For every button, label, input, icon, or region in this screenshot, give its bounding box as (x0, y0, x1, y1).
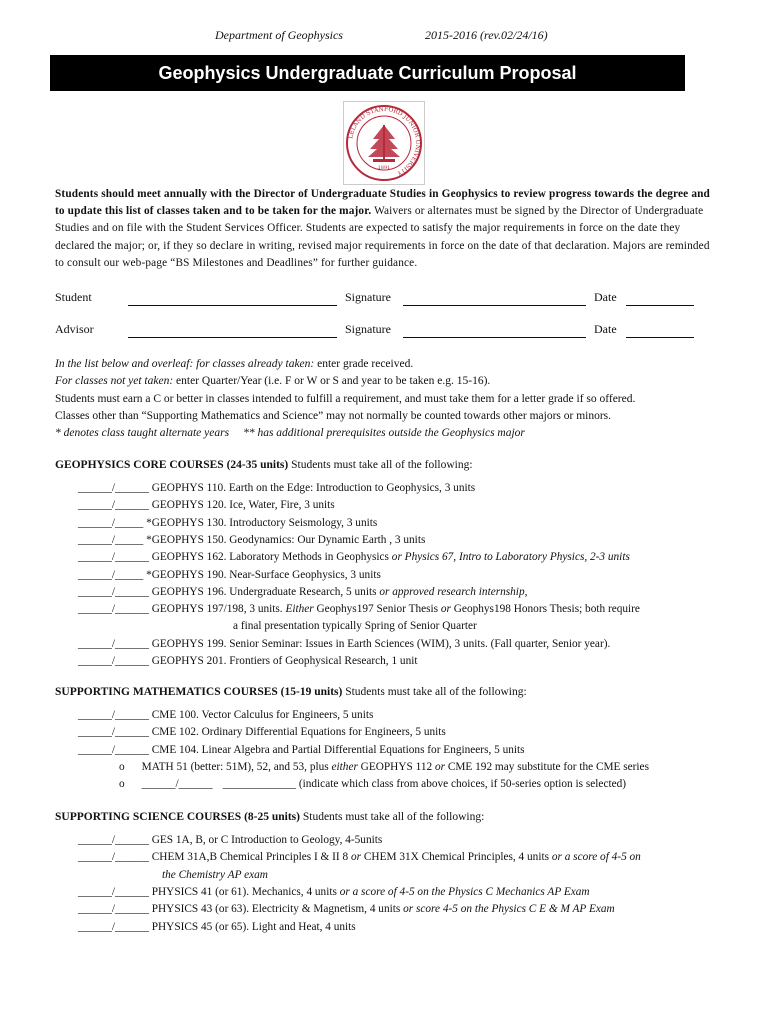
grade-blank[interactable]: ______/______ (78, 743, 149, 756)
course-text: CME 100. Vector Calculus for Engineers, 5 units (148, 709, 374, 721)
course-text: GEOPHYS 120. Ice, Water, Fire, 3 units (148, 499, 335, 512)
grade-blank[interactable]: ______/______ (78, 885, 149, 898)
course-text: *GEOPHYS 130. Introductory Seismology, 3 units (143, 516, 378, 529)
course-note: or a score of 4-5 on (551, 851, 641, 864)
grade-blank[interactable]: ______/______ (78, 637, 149, 650)
course-text: Geophys197 Senior Thesis (313, 603, 441, 616)
course-note: or approved research internship, (379, 585, 528, 598)
grade-blank[interactable]: ______/______ (78, 551, 149, 564)
advisor-date-field[interactable] (626, 337, 694, 338)
grade-blank[interactable]: ______/______ (78, 482, 149, 494)
seal-year: 1891 (377, 165, 391, 171)
revision-header: 2015-2016 (rev.02/24/16) (425, 28, 548, 42)
course-row[interactable] (78, 603, 640, 615)
course-row[interactable] (78, 638, 610, 650)
course-text: GEOPHYS 196. Undergraduate Research, 5 units (148, 585, 380, 598)
student-date-label: Date (594, 290, 617, 304)
grade-blank[interactable]: ______/______ (78, 903, 149, 916)
page-title: Geophysics Undergraduate Curriculum Proposal (50, 55, 685, 91)
grade-blank[interactable]: ______/______ (78, 834, 149, 846)
grade-blank[interactable]: ______/_____ (78, 568, 144, 581)
course-row[interactable] (78, 482, 475, 494)
course-text: GEOPHYS 201. Frontiers of Geophysical Research, 1 unit (148, 655, 418, 667)
course-text: GES 1A, B, or C Introduction to Geology, 4-5units (148, 834, 383, 846)
course-row[interactable] (78, 551, 630, 563)
course-row[interactable] (78, 851, 641, 863)
grade-blank[interactable]: ______/_____ (78, 533, 144, 546)
course-text: Geophys198 Honors Thesis; both require (450, 603, 640, 616)
math-bullet-2[interactable]: o ______/______ _____________ (indicate which class from above choices, if 50-series option is selected) (119, 778, 627, 790)
science-courses-heading: SUPPORTING SCIENCE COURSES (8-25 units) Students must take all of the following: (55, 811, 485, 823)
course-text: CHEM 31A,B Chemical Principles I & II 8 (148, 851, 351, 864)
course-row[interactable] (78, 726, 446, 738)
course-row[interactable] (162, 869, 268, 881)
course-text: PHYSICS 43 (or 63). Electricity & Magnetism, 4 units (148, 903, 404, 916)
stanford-seal-logo (343, 101, 425, 185)
student-signature-field[interactable] (403, 305, 586, 306)
course-text: a final presentation typically Spring of Senior Quarter (233, 620, 477, 633)
intro-paragraph (55, 186, 715, 272)
student-label: Student (55, 290, 92, 304)
course-row[interactable] (78, 534, 425, 546)
grade-blank[interactable]: ______/______ (78, 499, 149, 512)
course-note: or (440, 603, 451, 616)
seal-text: LELAND STANFORD JUNIOR UNIVERSITY (347, 105, 422, 177)
intro-bold: Students should meet annually with the Director of Undergraduate Studies in Geophysics to review progress towards the degree and to update this list of classes taken and to be taken for the major. (55, 188, 710, 218)
course-row[interactable] (78, 655, 418, 667)
course-text: CME 102. Ordinary Differential Equations for Engineers, 5 units (148, 726, 446, 739)
advisor-name-field[interactable] (128, 337, 337, 338)
grade-blank[interactable]: ______/______ (78, 709, 149, 721)
course-note: or a score of 4-5 on the Physics C Mechanics AP Exam (339, 885, 590, 898)
course-text: GEOPHYS 162. Laboratory Methods in Geophysics (148, 551, 392, 564)
course-row[interactable] (78, 709, 373, 721)
grade-blank[interactable]: ______/______ (78, 851, 149, 864)
grade-blank[interactable]: ______/______ (78, 655, 149, 667)
course-note: or Physics 67, Intro to Laboratory Physics, 2-3 units (391, 551, 630, 564)
course-note: the Chemistry AP exam (162, 868, 268, 881)
course-text: GEOPHYS 197/198, 3 units. (148, 603, 286, 616)
course-row[interactable] (233, 620, 477, 632)
grade-blank[interactable]: ______/______ (78, 920, 149, 933)
intro-rest: Waivers or alternates must be signed by the Director of Undergraduate Studies and on file with the Student Services Officer. Students are expected to satisfy the major requirements in force on the date they declared the major; or, if they so declare in writing, revised major requirements in force on the date of that declaration. Majors are reminded to consult our web-page “BS Milestones and Deadlines” for further guidance. (55, 205, 710, 269)
course-text: PHYSICS 41 (or 61). Mechanics, 4 units (148, 885, 340, 898)
student-date-field[interactable] (626, 305, 694, 306)
advisor-label: Advisor (55, 322, 94, 336)
advisor-signature-field[interactable] (403, 337, 586, 338)
course-row[interactable] (78, 517, 377, 529)
course-text: GEOPHYS 199. Senior Seminar: Issues in Earth Sciences (WIM), 3 units. (Fall quarter, Senior year). (148, 637, 611, 650)
course-text: PHYSICS 45 (or 65). Light and Heat, 4 units (148, 920, 356, 933)
grade-blank[interactable]: ______/______ (78, 726, 149, 739)
math-courses-heading: SUPPORTING MATHEMATICS COURSES (15-19 units) Students must take all of the following: (55, 686, 527, 698)
advisor-date-label: Date (594, 322, 617, 336)
course-note: or (351, 851, 362, 864)
instructions-notes: In the list below and overleaf: for classes already taken: enter grade received. For classes not yet taken: enter Quarter/Year (i.e. F or W or S and year to be taken e.g. 15-16). Students must earn a C or better in classes intended to fulfill a requirement, and must take them for a letter grade if so offered. Classes other than “Supporting Mathematics and Science” may not normally be counted towards other majors or minors. * denotes class taught alternate years ** has additional prerequisites outside the Geophysics major (55, 358, 636, 440)
course-row[interactable] (78, 744, 525, 756)
grade-blank[interactable]: ______/_____ (78, 516, 144, 529)
core-courses-heading: GEOPHYSICS CORE COURSES (24-35 units) Students must take all of the following: (55, 459, 473, 471)
course-row[interactable] (78, 499, 335, 511)
course-row[interactable] (78, 586, 527, 598)
course-text: CME 104. Linear Algebra and Partial Differential Equations for Engineers, 5 units (148, 743, 525, 756)
student-signature-label: Signature (345, 290, 391, 304)
course-row[interactable] (78, 834, 382, 846)
grade-blank[interactable]: ______/______ (78, 585, 149, 598)
student-name-field[interactable] (128, 305, 337, 306)
course-note: Either (285, 603, 314, 616)
course-text: *GEOPHYS 190. Near-Surface Geophysics, 3 units (143, 568, 381, 581)
math-bullet-1: o MATH 51 (better: 51M), 52, and 53, plus either GEOPHYS 112 or CME 192 may substitute for the CME series (119, 761, 649, 773)
course-text: *GEOPHYS 150. Geodynamics: Our Dynamic Earth , 3 units (143, 533, 426, 546)
department-header: Department of Geophysics (215, 28, 343, 42)
grade-blank[interactable]: ______/______ (78, 603, 149, 616)
course-row[interactable] (78, 921, 356, 933)
course-note: or score 4-5 on the Physics C E & M AP Exam (403, 903, 615, 916)
course-text: GEOPHYS 110. Earth on the Edge: Introduction to Geophysics, 3 units (148, 482, 476, 494)
advisor-signature-label: Signature (345, 322, 391, 336)
course-row[interactable] (78, 903, 615, 915)
course-row[interactable] (78, 569, 381, 581)
course-text: CHEM 31X Chemical Principles, 4 units (361, 851, 552, 864)
course-row[interactable] (78, 886, 590, 898)
